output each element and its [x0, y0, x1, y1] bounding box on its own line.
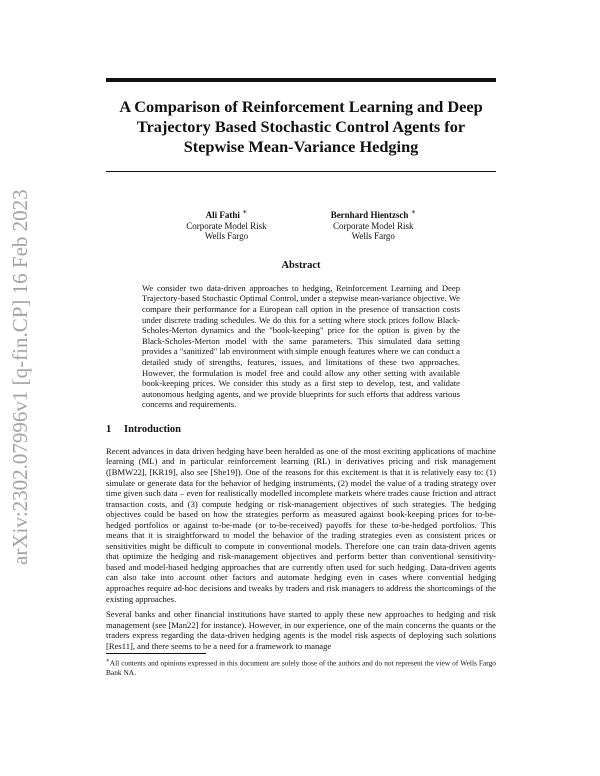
author-1-org: Wells Fargo	[204, 231, 249, 242]
author-1-mark: ∗	[242, 207, 248, 216]
footnote	[106, 657, 496, 677]
arxiv-identifier-stamp: arXiv:2302.07996v1 [q-fin.CP] 16 Feb 2023	[8, 189, 32, 565]
body-paragraph-1: Recent advances in data driven hedging have been heralded as one of the most exciting applications of machine learning (ML) and in particular reinforcement learning (RL) in derivatives pricing and risk management ([BMW22], [KR19], also see [She19]). One of the reasons for this excitement is that it is relatively easy to: (1) simulate or generate data for the behavior of hedging instruments, (2) model the value of a trading strategy over time given such data – even for realistically modelled incomplete markets where trades cause friction and attract transaction costs, and (3) compute hedging or risk-management objectives of such strategies. The hedging objectives could be based on how the strategies perform as measured against book-keeping prices for to-be-hedged portfolios or against to-be-made (or to-be-received) payoffs for these to-be-hedged portfolios. This means that it is straightforward to model the behavior of the trading strategies even as consistent prices or sensitivities might be difficult to compute in conventional models. Therefore one can train data-driven agents that optimize the hedging and risk-management objectives and perform better than conventional sensitivity-based and model-based hedging approaches that are currently often used for such hedging. Data-driven agents can also take into account other factors and automate hedging even in cases where convential hedging approaches require ad-hoc decisions and tweaks by traders and risk managers to address the shortcomings of the existing approaches.	[106, 445, 496, 604]
author-1-dept: Corporate Model Risk	[186, 220, 267, 231]
abstract-heading: Abstract	[281, 259, 321, 271]
footnote-rule	[106, 653, 206, 654]
title-rule-bottom	[106, 171, 496, 172]
author-2-mark: ∗	[410, 207, 416, 216]
section-heading	[106, 424, 496, 435]
author-2-dept: Corporate Model Risk	[332, 220, 414, 231]
section-title: Introduction	[124, 423, 181, 435]
author-1	[186, 207, 267, 242]
paper-title: A Comparison of Reinforcement Learning and Deep Trajectory Based Stochastic Control Agents for Stepwise Mean-Variance Hedging	[119, 97, 483, 156]
paper-page	[106, 78, 496, 678]
author-2-org: Wells Fargo	[351, 231, 395, 242]
author-2-name: Bernhard Hientzsch	[330, 210, 409, 220]
footnote-text: All contents and opinions expressed in this document are solely those of the authors and do not represent the view of Wells Fargo Bank NA.	[106, 658, 496, 678]
author-block	[106, 207, 496, 242]
abstract-text: We consider two data-driven approaches to hedging, Reinforcement Learning and Deep Trajectory-based Stochastic Optimal Control, under a stepwise mean-variance objective. We compare their performance for a European call option in the presence of transaction costs under discrete trading schedules. We do this for a setting where stock prices follow Black-Scholes-Merton dynamics and the "book-keeping" price for the option is given by the Black-Scholes-Merton model with the same parameters. This simulated data setting provides a "sanitized" lab environment with simple enough features where we can conduct a detailed study of strengths, features, issues, and limitations of these two approaches. However, the formulation is model free and could allow any other setting with available book-keeping prices. We consider this study as a first step to develop, test, and validate autonomous hedging agents, and we provide blueprints for such efforts that address various concerns and requirements.	[142, 282, 460, 410]
section-number: 1	[106, 423, 112, 435]
author-1-name: Ali Fathi	[205, 210, 240, 220]
body-paragraph-2: Several banks and other financial institutions have started to apply these new approaches to hedging and risk management (see [Man22] for instance). However, in our experience, one of the main concerns the quants or the traders express regarding the data-driven hedging agents is the model risk aspects of deploying such solutions [Res11], and there seems to be a need for a framework to manage	[106, 609, 496, 651]
author-2	[331, 207, 416, 242]
footnote-mark: ∗	[106, 658, 110, 665]
title-rule-top	[106, 78, 496, 82]
